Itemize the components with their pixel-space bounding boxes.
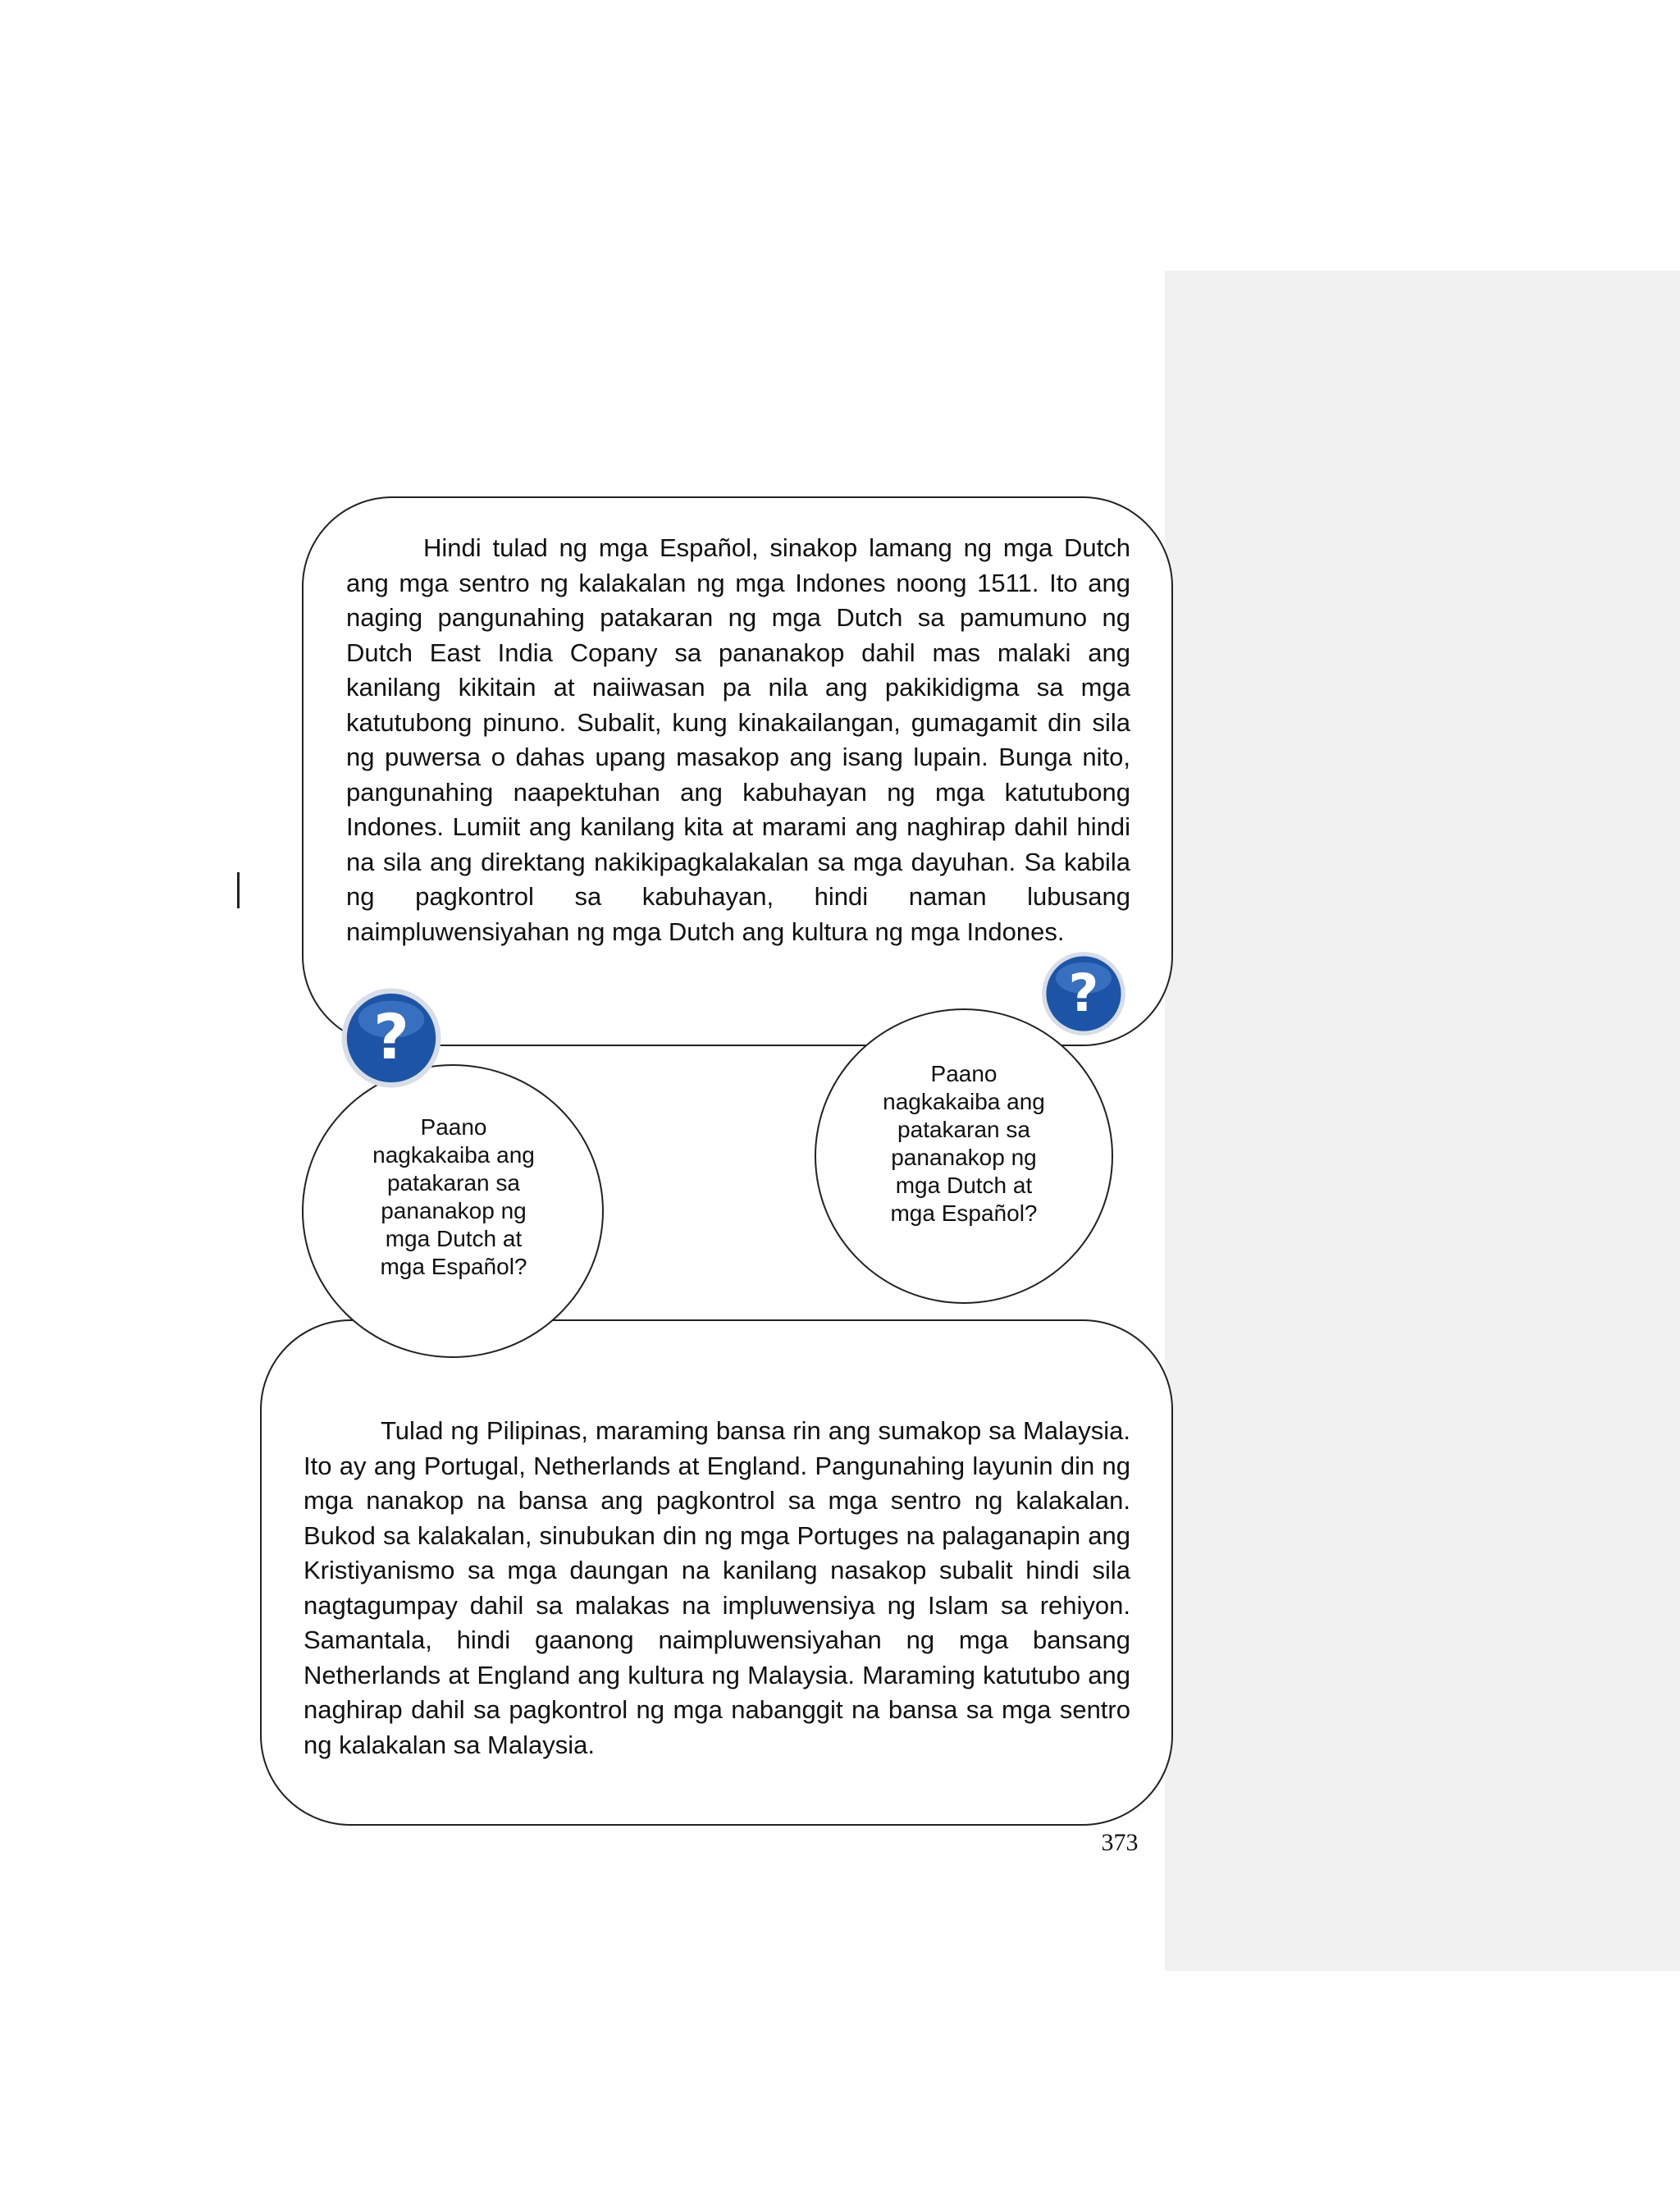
question-text-right: Paano nagkakaiba ang patakaran sa pananakop ng mga Dutch at mga Español? [883,1061,1045,1226]
comment-pane [1165,271,1680,1971]
question-mark-icon [1040,950,1127,1037]
svg-text:?: ? [373,1001,409,1074]
page-number: 373 [1101,1829,1139,1856]
change-bar [237,872,240,908]
top-paragraph: Hindi tulad ng mga Español, sinakop lamang ng mga Dutch ang mga sentro ng kalakalan ng mga Indones noong 1511. Ito ang naging pangunahing patakaran ng mga Dutch sa pamumuno ng Dutch East India Copany sa pananakop dahil mas malaki ang kanilang kikitain at naiiwasan pa nila ang pakikidigma sa mga katutubong pinuno. Subalit, kung kinakailangan, gumagamit din sila ng puwersa o dahas upang masakop ang isang lupain. Bunga nito, pangunahing naapektuhan ang kabuhayan ng mga katutubong Indones. Lumiit ang kanilang kita at marami ang naghirap dahil hindi na sila ang direktang nakikipagkalakalan sa mga dayuhan. Sa kabila ng pagkontrol sa kabuhayan, hindi naman lubusang naimpluwensiyahan ng mga Dutch ang kultura ng mga Indones. [346,533,1130,946]
question-mark-icon [340,986,443,1090]
bottom-paragraph: Tulad ng Pilipinas, maraming bansa rin ang sumakop sa Malaysia. Ito ay ang Portugal, Netherlands at England. Pangunahing layunin din ng mga nanakop na bansa ang pagkontrol sa mga sentro ng kalakalan. Bukod sa kalakalan, sinubukan din ng mga Portuges na palaganapin ang Kristiyanismo sa mga daungan na kanilang nasakop subalit hindi sila nagtagumpay dahil sa malakas na impluwensiya ng Islam sa rehiyon. Samantala, hindi gaanong naimpluwensiyahan ng mga bansang Netherlands at England ang kultura ng Malaysia. Maraming katutubo ang naghirap dahil sa pagkontrol ng mga nabanggit na bansa sa mga sentro ng kalakalan sa Malaysia. [304,1416,1130,1759]
question-text-left: Paano nagkakaiba ang patakaran sa pananakop ng mga Dutch at mga Español? [372,1114,535,1279]
svg-text:?: ? [1068,962,1099,1024]
